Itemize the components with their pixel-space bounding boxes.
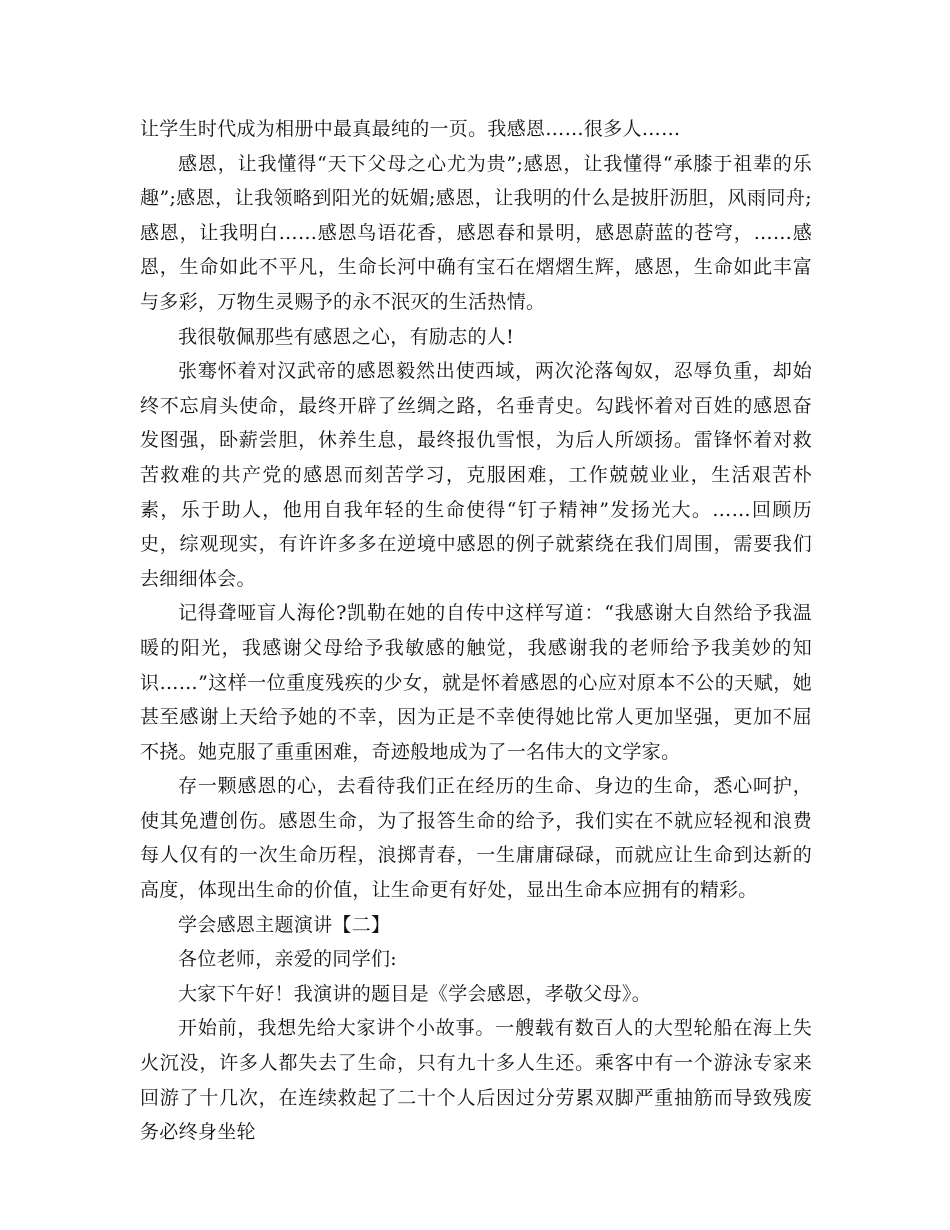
section-heading: 学会感恩主题演讲【二】 bbox=[178, 913, 391, 936]
paragraph-2: 感恩，让我懂得“天下父母之心尤为贵”;感恩，让我懂得“承膝于祖辈的乐趣”;感恩，让我领略到阳光的妩媚;感恩，让我明的什么是披肝沥胆，风雨同舟;感恩，让我明白……感恩鸟语花香，感恩春和景明，感恩蔚蓝的苍穹，……感恩，生命如此不平凡，生命长河中确有宝石在熠熠生辉，感恩，生命如此丰富与多彩，万物生灵赐予的永不泯灭的生活热情。 bbox=[140, 152, 812, 313]
paragraph-3: 我很敬佩那些有感恩之心，有励志的人! bbox=[178, 325, 515, 348]
salutation: 各位老师，亲爱的同学们: bbox=[178, 948, 398, 971]
paragraph-story: 开始前，我想先给大家讲个小故事。一艘载有数百人的大型轮船在海上失火沉没，许多人都失去了生命，只有九十多人生还。乘客中有一个游泳专家来回游了十几次，在连续救起了二十个人后因过分劳累双脚严重抽筋而导致残废务必终身坐轮 bbox=[140, 1017, 812, 1144]
greeting: 大家下午好！我演讲的题目是《学会感恩，孝敬父母》。 bbox=[178, 982, 652, 1005]
paragraph-6: 存一颗感恩的心，去看待我们正在经历的生命、身边的生命，悉心呵护，使其免遭创伤。感恩生命，为了报答生命的给予，我们实在不就应轻视和浪费每人仅有的一次生命历程，浪掷青春，一生庸庸碌碌，而就应让生命到达新的高度，体现出生命的价值，让生命更有好处，显出生命本应拥有的精彩。 bbox=[140, 775, 812, 902]
paragraph-1: 让学生时代成为相册中最真最纯的一页。我感恩……很多人…… bbox=[140, 118, 681, 140]
paragraph-4: 张骞怀着对汉武帝的感恩毅然出使西域，两次沦落匈奴，忍辱负重，却始终不忘肩头使命，最终开辟了丝绸之路，名垂青史。勾践怀着对百姓的感恩奋发图强，卧薪尝胆，休养生息，最终报仇雪恨，为后人所颂扬。雷锋怀着对救苦救难的共产党的感恩而刻苦学习，克服困难，工作兢兢业业，生活艰苦朴素，乐于助人，他用自我年轻的生命使得“钉子精神”发扬光大。……回顾历史，综观现实，有许许多多在逆境中感恩的例子就萦绕在我们周围，需要我们去细细体会。 bbox=[140, 360, 812, 590]
paragraph-5: 记得聋哑盲人海伦?凯勒在她的自传中这样写道：“我感谢大自然给予我温暖的阳光，我感谢父母给予我敏感的触觉，我感谢我的老师给予我美妙的知识……”这样一位重度残疾的少女，就是怀着感恩的心应对原本不公的天赋，她甚至感谢上天给予她的不幸，因为正是不幸使得她比常人更加坚强，更加不屈不挠。她克服了重重困难，奇迹般地成为了一名伟大的文学家。 bbox=[140, 602, 812, 763]
document-body bbox=[140, 112, 812, 1150]
